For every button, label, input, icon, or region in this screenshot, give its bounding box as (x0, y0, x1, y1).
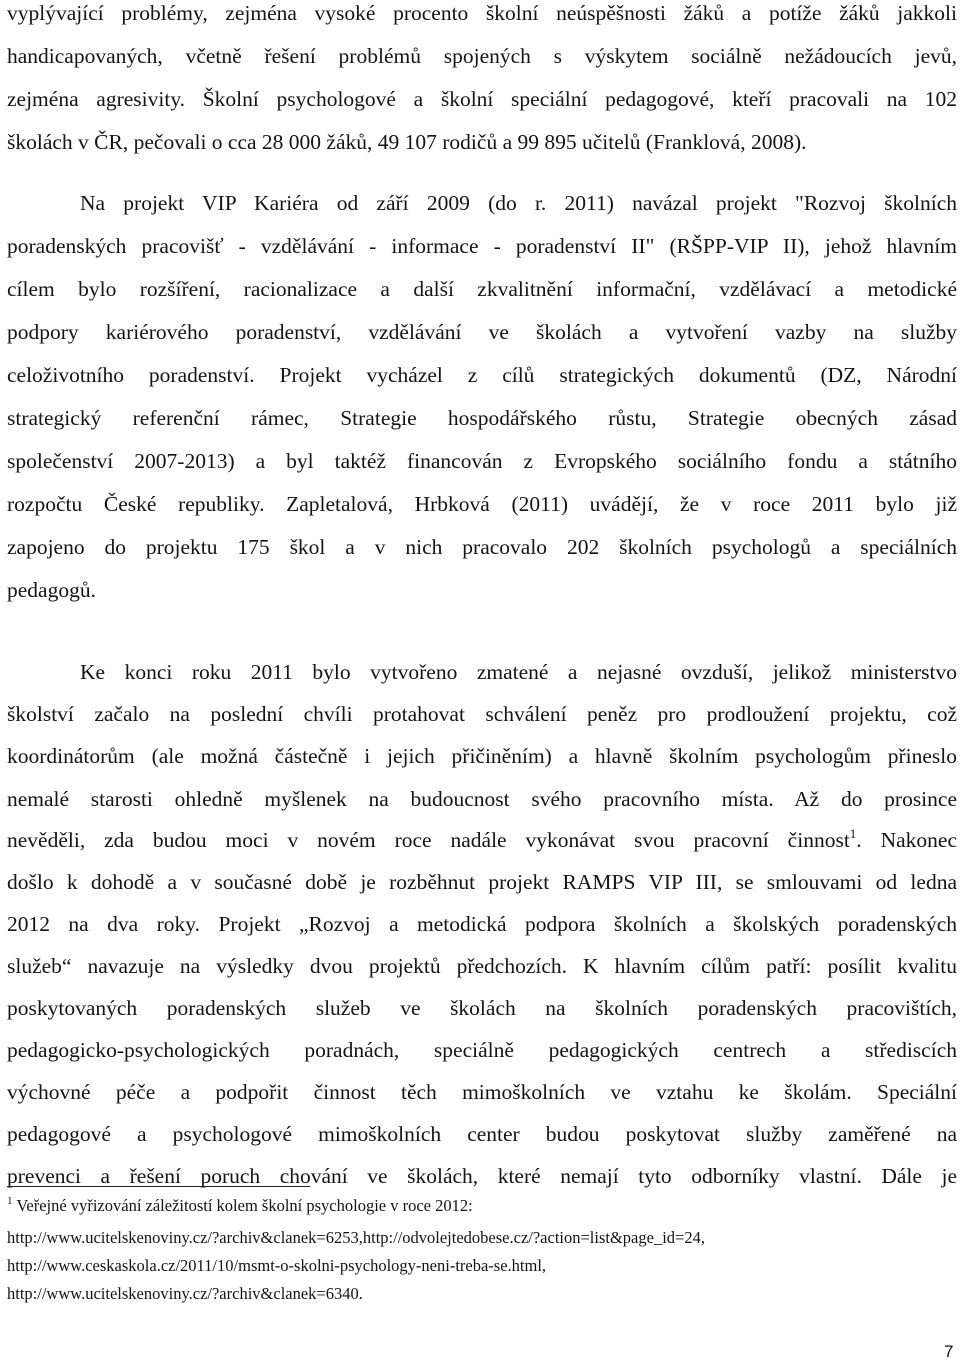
text-line: pedagogové a psychologové mimoškolních center budou poskytovat služby zaměřené na (7, 1122, 957, 1146)
text-line: handicapovaných, včetně řešení problémů spojených s výskytem sociálně nežádoucích jevů, (7, 44, 957, 68)
footnote-link[interactable]: http://www.ceskaskola.cz/2011/10/msmt-o-skolni-psychology-neni-treba-se.html, (7, 1256, 547, 1275)
footnote-separator (7, 1186, 310, 1187)
footnote-reference[interactable]: 1 (849, 826, 857, 841)
page-number: 7 (944, 1342, 954, 1361)
text-line: poskytovaných poradenských služeb ve školách na školních poradenských pracovištích, (7, 996, 957, 1020)
text-line: poradenských pracovišť - vzdělávání - informace - poradenství II" (RŠPP-VIP II), jehož hlavním (7, 234, 957, 258)
text-line: pedagogů. (7, 578, 96, 602)
footnote-text (7, 1196, 947, 1216)
text-line: školství začalo na poslední chvíli protahovat schválení peněz pro prodloužení projektu, což (7, 702, 957, 726)
footnote-body: Veřejné vyřizování záležitostí kolem školní psychologie v roce 2012: (16, 1196, 473, 1215)
text-line: zapojeno do projektu 175 škol a v nich pracovalo 202 školních psychologů a speciálních (7, 535, 957, 559)
text-line-with-footnote-ref (7, 826, 957, 854)
text-segment: nevěděli, zda budou moci v novém roce nadále vykonávat svou pracovní činnost (7, 828, 850, 852)
text-line: výchovné péče a podpořit činnost těch mimoškolních ve vztahu ke školám. Speciální (7, 1080, 957, 1104)
text-line: Na projekt VIP Kariéra od září 2009 (do r. 2011) navázal projekt "Rozvoj školních (80, 191, 957, 215)
footnote-link[interactable]: http://www.ucitelskenoviny.cz/?archiv&clanek=6253,http://odvolejtedobese.cz/?action=list&page_id=24, (7, 1228, 705, 1247)
text-line: podpory kariérového poradenství, vzdělávání ve školách a vytvoření vazby na služby (7, 320, 957, 344)
text-line: rozpočtu České republiky. Zapletalová, Hrbková (2011) uvádějí, že v roce 2011 bylo již (7, 492, 957, 516)
footnote-number: 1 (7, 1195, 13, 1207)
text-line: celoživotního poradenství. Projekt vycházel z cílů strategických dokumentů (DZ, Národní (7, 363, 957, 387)
text-line: došlo k dohodě a v současné době je rozběhnut projekt RAMPS VIP III, se smlouvami od ledna (7, 870, 957, 894)
footnote-link[interactable]: http://www.ucitelskenoviny.cz/?archiv&clanek=6340. (7, 1284, 363, 1303)
text-segment: . Nakonec (856, 828, 957, 852)
text-line: 2012 na dva roky. Projekt „Rozvoj a metodická podpora školních a školských poradenských (7, 912, 957, 936)
text-line: cílem bylo rozšíření, racionalizace a další zkvalitnění informační, vzdělávací a metodické (7, 277, 957, 301)
text-line: vyplývající problémy, zejména vysoké procento školní neúspěšnosti žáků a potíže žáků jakkoli (7, 1, 957, 25)
text-line: strategický referenční rámec, Strategie hospodářského růstu, Strategie obecných zásad (7, 406, 957, 430)
text-line: prevenci a řešení poruch chování ve školách, které nemají tyto odborníky vlastní. Dále je (7, 1164, 957, 1188)
text-line: služeb“ navazuje na výsledky dvou projektů předchozích. K hlavním cílům patří: posílit kvalitu (7, 954, 957, 978)
text-line: koordinátorům (ale možná částečně i jejich přičiněním) a hlavně školním psychologům přineslo (7, 744, 957, 768)
text-line: nemalé starosti ohledně myšlenek na budoucnost svého pracovního místa. Až do prosince (7, 787, 957, 811)
text-line: společenství 2007-2013) a byl taktéž financován z Evropského sociálního fondu a státního (7, 449, 957, 473)
text-line: pedagogicko-psychologických poradnách, speciálně pedagogických centrech a střediscích (7, 1038, 957, 1062)
text-line: školách v ČR, pečovali o cca 28 000 žáků, 49 107 rodičů a 99 895 učitelů (Franklová, 2008). (7, 130, 807, 154)
text-line: zejména agresivity. Školní psychologové a školní speciální pedagogové, kteří pracovali na 102 (7, 87, 957, 111)
text-line: Ke konci roku 2011 bylo vytvořeno zmatené a nejasné ovzduší, jelikož ministerstvo (80, 660, 957, 684)
